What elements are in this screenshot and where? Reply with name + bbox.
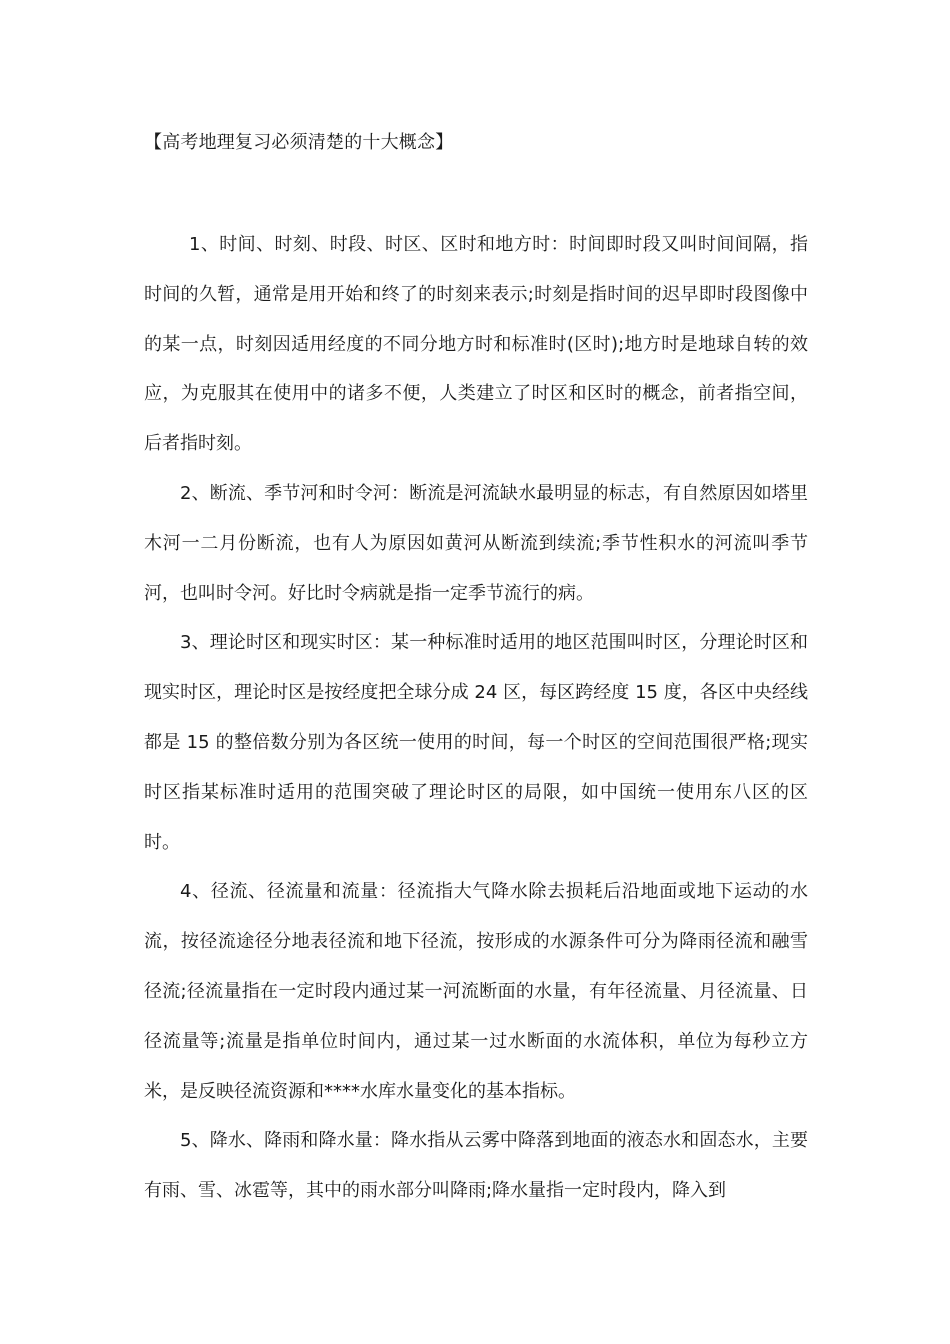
- document-title: 【高考地理复习必须清楚的十大概念】: [144, 132, 454, 153]
- paragraph-time-zones: 3、理论时区和现实时区：某一种标准时适用的地区范围叫时区，分理论时区和现实时区，理论时区是按经度把全球分成 24 区，每区跨经度 15 度，各区中央经线都是 15 的整倍数分别为各区统一使用的时间，每一个时区的空间范围很严格;现实时区指某标准时适用的范围突破了理论时区的局限，如中国统一使用东八区的区时。: [144, 632, 808, 853]
- paragraph-precipitation: 5、降水、降雨和降水量：降水指从云雾中降落到地面的液态水和固态水，主要有雨、雪、冰雹等，其中的雨水部分叫降雨;降水量指一定时段内，降入到: [144, 1130, 808, 1202]
- document-body: [144, 220, 808, 1216]
- paragraph-runoff: 4、径流、径流量和流量：径流指大气降水除去损耗后沿地面或地下运动的水流，按径流途径分地表径流和地下径流，按形成的水源条件可分为降雨径流和融雪径流;径流量指在一定时段内通过某一河流断面的水量，有年径流量、月径流量、日径流量等;流量是指单位时间内，通过某一过水断面的水流体积，单位为每秒立方米，是反映径流资源和****水库水量变化的基本指标。: [144, 881, 808, 1102]
- paragraph-time-concepts: 1、时间、时刻、时段、时区、区时和地方时：时间即时段又叫时间间隔，指时间的久暂，通常是用开始和终了的时刻来表示;时刻是指时间的迟早即时段图像中的某一点，时刻因适用经度的不同分地方时和标准时(区时);地方时是地球自转的效应，为克服其在使用中的诸多不便，人类建立了时区和区时的概念，前者指空间，后者指时刻。: [144, 234, 808, 455]
- paragraph-seasonal-river: 2、断流、季节河和时令河：断流是河流缺水最明显的标志，有自然原因如塔里木河一二月份断流，也有人为原因如黄河从断流到续流;季节性积水的河流叫季节河，也叫时令河。好比时令病就是指一定季节流行的病。: [144, 482, 808, 604]
